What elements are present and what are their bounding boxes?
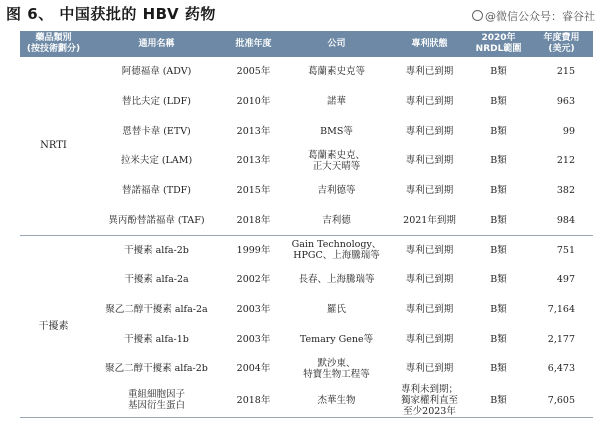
approval-year-cell: 2004年 [236, 363, 271, 375]
approval-year-cell: 2015年 [236, 185, 271, 197]
annual-cost-cell: 7,605 [530, 384, 593, 418]
patent-status-cell: 專利已到期 [405, 274, 454, 286]
table-row [20, 57, 593, 87]
generic-name-cell: 拉米夫定 (LAM) [120, 155, 193, 167]
nrdl-cell: B類 [467, 205, 530, 235]
nrdl-cell: B類 [490, 244, 507, 256]
approval-year-cell: 2018年 [226, 205, 281, 235]
annual-cost-cell: 215 [556, 66, 575, 78]
table-row [20, 116, 593, 146]
patent-status-cell: 專利已到期 [405, 333, 454, 345]
table-row [20, 205, 593, 235]
category-cell: NRTI [20, 57, 87, 235]
company-cell: BMS等 [320, 125, 353, 137]
generic-name-cell: 阿德福韋 (ADV) [121, 66, 192, 78]
header-annual-cost: 年度費用 (美元) [530, 31, 593, 57]
nrdl-cell: B類 [490, 363, 507, 375]
title-row [6, 3, 595, 25]
annual-cost-cell: 99 [562, 125, 575, 137]
approval-year-cell: 2013年 [236, 125, 271, 137]
table-row [20, 265, 593, 295]
annual-cost-cell: 751 [556, 244, 575, 256]
table-header-row [20, 31, 593, 57]
approval-year-cell: 2018年 [226, 384, 281, 418]
generic-name-cell: 干擾素 alfa-2b [124, 244, 189, 256]
watermark-text: @微信公众号：睿谷社 [485, 10, 595, 23]
company-cell: 諾華 [326, 96, 346, 108]
nrdl-cell: B類 [490, 155, 507, 167]
header-patent-status: 專利狀態 [392, 31, 467, 57]
company-cell: Temary Gene等 [299, 333, 374, 345]
patent-status-cell: 專利已到期 [405, 185, 454, 197]
table-body [20, 57, 593, 417]
company-cell: 羅氏 [326, 303, 346, 315]
table-row [20, 87, 593, 117]
table-row [20, 235, 593, 265]
approval-year-cell: 2003年 [236, 303, 271, 315]
nrdl-cell: B類 [490, 66, 507, 78]
figure-title: 图 6、 中国获批的 HBV 药物 [6, 5, 216, 23]
nrdl-cell: B類 [490, 333, 507, 345]
approval-year-cell: 2002年 [236, 274, 271, 286]
annual-cost-cell: 984 [530, 205, 593, 235]
patent-status-cell: 專利已到期 [405, 244, 454, 256]
table-row [20, 354, 593, 384]
table-row [20, 176, 593, 206]
nrdl-cell: B類 [490, 185, 507, 197]
table-row [20, 146, 593, 176]
company-cell: 葛蘭素史克、 正大天晴等 [307, 149, 365, 172]
nrdl-cell: B類 [490, 274, 507, 286]
approval-year-cell: 1999年 [236, 244, 271, 256]
annual-cost-cell: 963 [556, 96, 575, 108]
approval-year-cell: 2003年 [236, 333, 271, 345]
patent-status-cell: 2021年到期 [392, 205, 467, 235]
table-row [20, 324, 593, 354]
generic-name-cell: 聚乙二醇干擾素 alfa-2a [105, 303, 208, 315]
company-cell: 吉利德 [281, 205, 392, 235]
patent-status-cell: 專利已到期 [405, 303, 454, 315]
patent-status-cell: 專利已到期 [405, 66, 454, 78]
generic-name-cell: 恩替卡韋 (ETV) [122, 125, 191, 137]
generic-name-cell: 替比夫定 (LDF) [122, 96, 191, 108]
generic-name-cell: 異丙酚替諾福韋 (TAF) [87, 205, 226, 235]
generic-name-cell: 干擾素 alfa-1b [124, 333, 189, 345]
annual-cost-cell: 212 [556, 155, 575, 167]
company-cell: 葛蘭素史克等 [307, 66, 365, 78]
patent-status-cell: 專利已到期 [405, 96, 454, 108]
nrdl-cell: B類 [490, 125, 507, 137]
header-approval-year: 批准年度 [226, 31, 281, 57]
nrdl-cell: B類 [490, 303, 507, 315]
company-cell: 吉利德等 [317, 185, 356, 197]
patent-status-cell: 專利已到期 [405, 363, 454, 375]
watermark [472, 8, 595, 24]
approval-year-cell: 2005年 [236, 66, 271, 78]
annual-cost-cell: 382 [556, 185, 575, 197]
company-cell: 杰華生物 [281, 384, 392, 418]
nrdl-cell: B類 [467, 384, 530, 418]
generic-name-cell: 替諾福韋 (TDF) [122, 185, 191, 197]
company-cell: 長春、上海騰瑞等 [298, 274, 375, 286]
table-row [20, 295, 593, 325]
header-company: 公司 [281, 31, 392, 57]
company-cell: Gain Technology、 HPGC、上海騰瑞等 [291, 239, 382, 262]
header-category: 藥品類別 (按技術劃分) [20, 31, 87, 57]
annual-cost-cell: 6,473 [547, 363, 575, 375]
generic-name-cell: 干擾素 alfa-2a [124, 274, 189, 286]
header-generic-name: 通用名稱 [87, 31, 226, 57]
annual-cost-cell: 2,177 [547, 333, 575, 345]
patent-status-cell: 專利未到期； 獨家權利直至 至少2023年 [392, 384, 467, 418]
patent-status-cell: 專利已到期 [405, 155, 454, 167]
approval-year-cell: 2010年 [236, 96, 271, 108]
annual-cost-cell: 7,164 [547, 303, 575, 315]
wechat-icon [472, 10, 483, 21]
nrdl-cell: B類 [490, 96, 507, 108]
generic-name-cell: 聚乙二醇干擾素 alfa-2b [105, 363, 208, 375]
approval-year-cell: 2013年 [236, 155, 271, 167]
generic-name-cell: 重組細胞因子 基因衍生蛋白 [87, 384, 226, 418]
company-cell: 默沙東、 特寶生物工程等 [303, 357, 370, 380]
annual-cost-cell: 497 [556, 274, 575, 286]
patent-status-cell: 專利已到期 [405, 125, 454, 137]
category-cell: 干擾素 [20, 235, 87, 417]
table-row [20, 384, 593, 418]
hbv-drug-table [20, 31, 593, 418]
header-nrdl: 2020年 NRDL範圍 [467, 31, 530, 57]
